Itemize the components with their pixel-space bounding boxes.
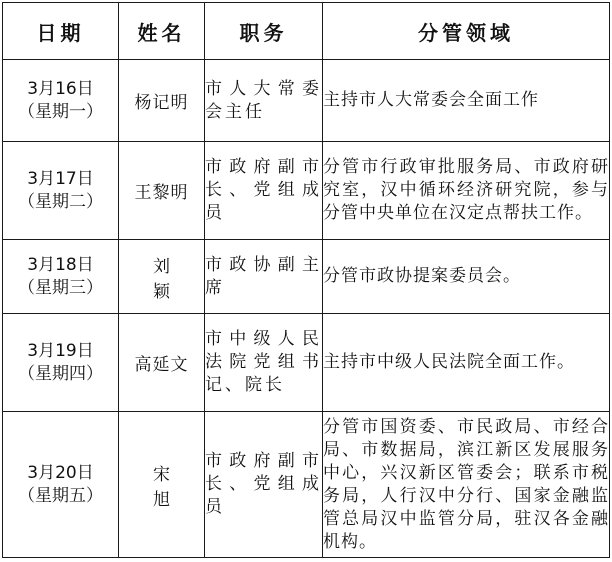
header-date: 日期 — [3, 3, 119, 60]
weekday-text: （星期二） — [18, 191, 103, 212]
header-name: 姓名 — [119, 3, 205, 60]
date-cell — [3, 412, 119, 558]
header-row — [3, 3, 610, 60]
name-cell: 刘颖 — [119, 240, 205, 314]
name-cell: 王黎明 — [119, 142, 205, 240]
date-cell — [3, 142, 119, 240]
date-cell — [3, 314, 119, 412]
name-cell: 高延文 — [119, 314, 205, 412]
date-text: 3月20日 — [27, 462, 94, 483]
name-cell: 杨记明 — [119, 60, 205, 142]
weekday-text: （星期一） — [18, 101, 103, 122]
date-text: 3月17日 — [27, 168, 94, 189]
date-cell — [3, 240, 119, 314]
header-role: 职务 — [205, 3, 323, 60]
role-cell: 市政协副主席 — [205, 240, 323, 314]
duty-schedule-table — [2, 2, 610, 558]
role-cell: 市中级人民法院党组书记、院长 — [205, 314, 323, 412]
area-cell: 主持市人大常委会全面工作 — [323, 60, 610, 142]
weekday-text: （星期四） — [18, 363, 103, 384]
name-cell: 宋旭 — [119, 412, 205, 558]
weekday-text: （星期五） — [18, 485, 103, 506]
date-text: 3月19日 — [27, 340, 94, 361]
table-row — [3, 240, 610, 314]
date-text: 3月18日 — [27, 254, 94, 275]
area-cell: 主持市中级人民法院全面工作。 — [323, 314, 610, 412]
date-cell — [3, 60, 119, 142]
role-cell: 市人大常委会主任 — [205, 60, 323, 142]
table-row — [3, 314, 610, 412]
role-cell: 市政府副市长、党组成员 — [205, 412, 323, 558]
header-area: 分管领域 — [323, 3, 610, 60]
area-cell: 分管市行政审批服务局、市政府研究室，汉中循环经济研究院，参与分管中央单位在汉定点帮扶工作。 — [323, 142, 610, 240]
table-row — [3, 142, 610, 240]
table-row — [3, 412, 610, 558]
role-cell: 市政府副市长、党组成员 — [205, 142, 323, 240]
area-cell: 分管市政协提案委员会。 — [323, 240, 610, 314]
date-text: 3月16日 — [27, 78, 94, 99]
table-row — [3, 60, 610, 142]
weekday-text: （星期三） — [18, 277, 103, 298]
area-cell: 分管市国资委、市民政局、市经合局、市数据局，滨江新区发展服务中心，兴汉新区管委会；联系市税务局，人行汉中分行、国家金融监管总局汉中监管分局，驻汉各金融机构。 — [323, 412, 610, 558]
